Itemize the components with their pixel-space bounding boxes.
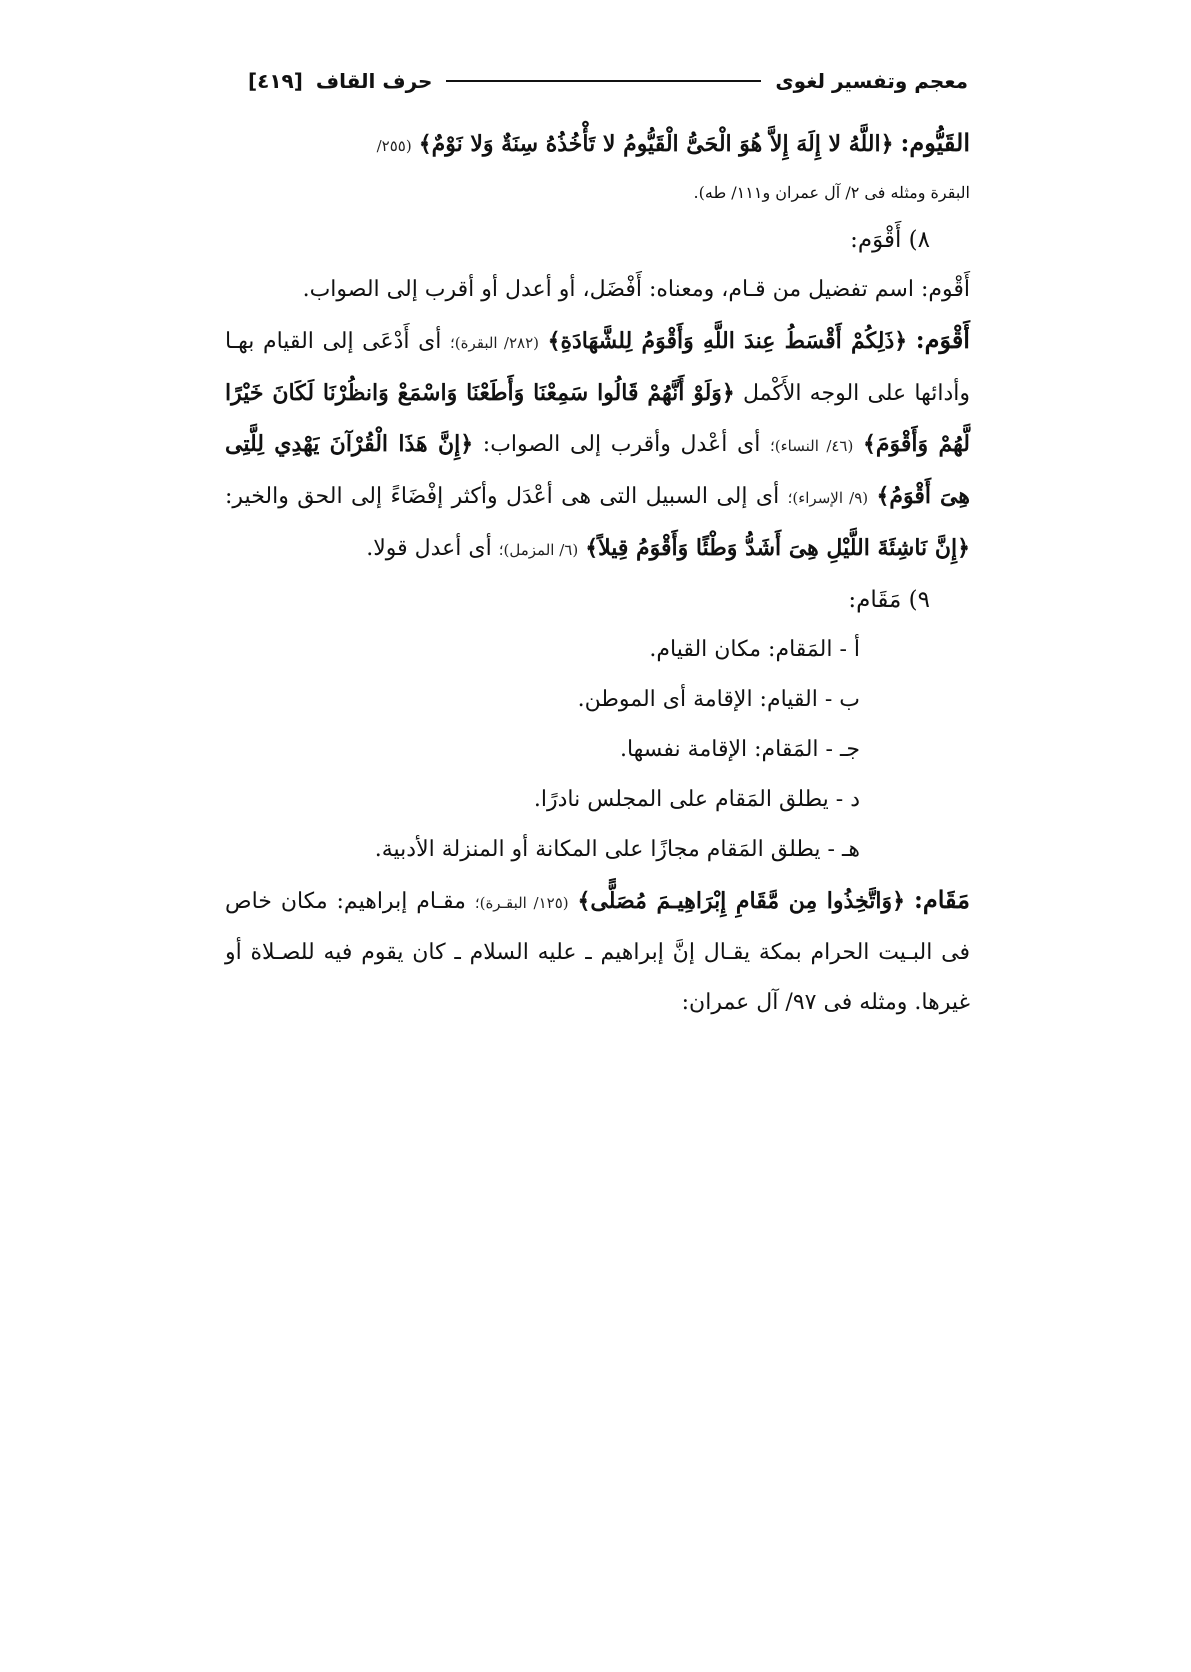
maqam-item-e: هـ - يطلق المَقام مجازًا على المكانة أو المنزلة الأدبية. bbox=[374, 837, 860, 862]
term-qayyum: القَيُّوم: bbox=[900, 128, 970, 157]
verse-aqwam-1: ﴿ذَلِكُمْ أَقْسَطُ عِندَ اللَّهِ وَأَقْوَمُ لِلشَّهَادَةِ﴾ bbox=[547, 328, 908, 354]
gloss-aqwam-3: أى إلى السبيل التى هى أعْدَل وأكثر إفْضَاءً إلى الحق والخير: bbox=[225, 484, 780, 509]
ref-maqam: (١٢٥/ البقـرة)؛ bbox=[474, 894, 569, 912]
ref-aqwam-3: (٩/ الإسراء)؛ bbox=[787, 489, 869, 507]
term-maqam: مَقَام: bbox=[913, 885, 970, 914]
heading-maqam: ٩) مَقَام: bbox=[848, 587, 930, 613]
gloss-aqwam-4: أى أعدل قولا. bbox=[366, 536, 492, 561]
maqam-item-a: أ - المَقام: مكان القيام. bbox=[649, 637, 860, 662]
body-text bbox=[225, 118, 970, 1028]
heading-aqwam: ٨) أَقْوَم: bbox=[850, 227, 930, 253]
verse-aqwam-3: ﴿إِنَّ هَذَا الْقُرْآنَ يَهْدِي لِلَّتِى هِىَ أَقْوَمُ﴾ bbox=[225, 431, 970, 509]
gloss-aqwam-2: أى أعْدل وأقرب إلى الصواب: bbox=[482, 432, 761, 457]
term-aqwam: أَقْوَم: bbox=[915, 325, 970, 354]
ref-aqwam-4: (٦/ المزمل)؛ bbox=[498, 541, 579, 559]
chapter-and-page bbox=[248, 69, 432, 93]
usage-maqam bbox=[225, 875, 970, 1028]
definition-aqwam: أَقْوم: اسم تفضيل من قـام، ومعناه: أَفْضَل، أو أعدل أو أقرب إلى الصواب. bbox=[302, 277, 970, 302]
ref-aqwam-1: (٢٨٢/ البقرة)؛ bbox=[449, 334, 540, 352]
ref-qayyum-continued: البقرة ومثله فى ٢/ آل عمران و١١١/ طه). bbox=[693, 183, 970, 202]
verse-aqwam-4: ﴿إِنَّ نَاشِئَةَ اللَّيْلِ هِىَ أَشَدُّ وَطْئًا وَأَقْوَمُ قِيلاً﴾ bbox=[585, 535, 970, 561]
chapter-title: حرف القاف bbox=[315, 69, 433, 93]
gloss-aqwam-1: أى أَدْعَى إلى القيام بهـا وأدائها على الوجه الأَكْمل bbox=[225, 329, 970, 406]
book-title: معجم وتفسير لغوى bbox=[775, 69, 968, 93]
running-header bbox=[248, 66, 968, 96]
gloss-maqam: مقـام إبراهيم: مكان خاص فى البـيت الحرام بمكة يقـال إنَّ إبراهيم ـ عليه السلام ـ كان يقوم فيه للصـلاة أو غيرها. ومثله فى ٩٧/ آل عمران: bbox=[225, 889, 970, 1015]
verse-qayyum: ﴿اللَّهُ لا إِلَهَ إِلاَّ هُوَ الْحَىُّ الْقَيُّومُ لا تَأْخُذُهُ سِنَةٌ وَلا نَوْمٌ﴾ bbox=[418, 131, 894, 157]
verse-aqwam-2: ﴿وَلَوْ أَنَّهُمْ قَالُوا سَمِعْنَا وَأَطَعْنَا وَاسْمَعْ وَانظُرْنَا لَكَانَ خَيْرًا لَّهُمْ وَأَقْوَمَ﴾ bbox=[225, 380, 970, 457]
maqam-item-b: ب - القيام: الإقامة أى الموطن. bbox=[577, 687, 860, 712]
maqam-item-d: د - يطلق المَقام على المجلس نادرًا. bbox=[533, 787, 860, 812]
ref-qayyum: (٢٥٥/ bbox=[376, 137, 412, 155]
entry-qayyum bbox=[225, 118, 970, 171]
verse-maqam: ﴿وَاتَّخِذُوا مِن مَّقَامِ إِبْرَاهِيـمَ مُصَلًّى﴾ bbox=[577, 888, 906, 914]
header-rule bbox=[446, 80, 761, 82]
usage-aqwam bbox=[225, 315, 970, 575]
maqam-item-c: جـ - المَقام: الإقامة نفسها. bbox=[619, 737, 860, 762]
ref-aqwam-2: (٤٦/ النساء)؛ bbox=[769, 437, 854, 455]
page-number: [٤١٩] bbox=[248, 69, 303, 93]
